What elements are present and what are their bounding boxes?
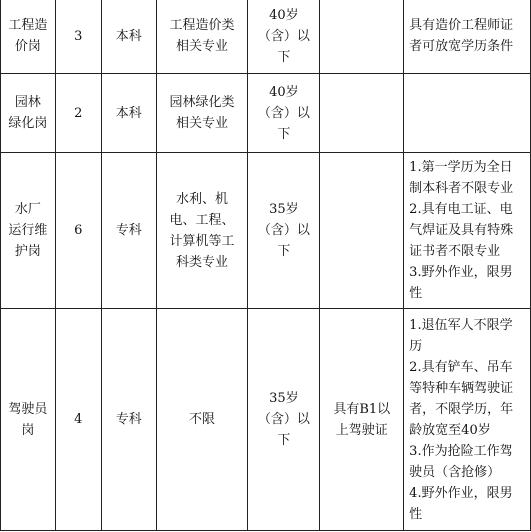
position-text: 护岗	[14, 244, 41, 259]
position-cell	[1, 0, 56, 74]
major-text: 科类专业	[176, 254, 229, 270]
age-text: 下	[277, 433, 291, 448]
table-row	[1, 0, 531, 74]
notes-text: 驶员（含抢修）	[409, 464, 501, 480]
education-cell	[101, 74, 156, 153]
notes-text: 等特种车辆驾驶证	[409, 380, 514, 396]
table-row	[1, 153, 531, 309]
major-text: 电、工程、	[169, 212, 235, 228]
table-row	[1, 309, 531, 531]
notes-text: 制本科者不限专业	[409, 181, 514, 196]
age-text: 下	[277, 49, 291, 65]
age-text: （含）以	[257, 412, 310, 427]
position-cell	[1, 309, 56, 531]
count-text: 6	[74, 223, 83, 238]
certificate-cell	[320, 153, 404, 309]
notes-cell	[404, 153, 531, 309]
position-text: 工程造	[8, 18, 48, 33]
certificate-cell	[320, 0, 404, 74]
count-cell	[55, 74, 101, 153]
education-cell	[101, 0, 156, 74]
notes-text: 4.野外作业，限男	[409, 485, 513, 501]
major-text: 工程造价类	[169, 18, 235, 33]
count-text: 3	[74, 28, 83, 44]
major-cell	[156, 309, 248, 531]
major-cell	[156, 0, 248, 74]
position-text: 岗	[21, 422, 35, 438]
count-cell	[55, 0, 101, 74]
education-text: 专科	[115, 412, 142, 427]
major-text: 水利、机	[176, 191, 229, 207]
age-cell	[248, 309, 320, 531]
education-text: 专科	[115, 223, 142, 238]
major-cell	[156, 153, 248, 309]
position-text: 运行维	[8, 223, 48, 238]
notes-cell	[404, 309, 531, 531]
notes-text: 证书者不限专业	[409, 244, 501, 259]
notes-text: 者可放宽学历条件	[409, 39, 514, 54]
notes-cell	[404, 74, 531, 153]
age-text: 35岁	[269, 391, 299, 406]
age-text: 40岁	[269, 84, 299, 100]
position-text: 园林	[14, 95, 41, 110]
position-text: 水厂	[14, 202, 41, 217]
notes-text: 龄放宽至40岁	[409, 422, 491, 438]
education-text: 本科	[115, 28, 142, 44]
position-text: 绿化岗	[8, 116, 48, 131]
notes-text: 1.第一学历为全日	[409, 160, 513, 175]
notes-text: 2.具有铲车、吊车	[409, 359, 513, 375]
count-text: 2	[74, 105, 83, 121]
notes-text: 3.作为抢险工作驾	[409, 443, 513, 459]
age-cell	[248, 153, 320, 309]
table-row	[1, 74, 531, 153]
education-text: 本科	[115, 105, 142, 121]
notes-text: 历	[409, 338, 423, 354]
education-cell	[101, 309, 156, 531]
age-text: 35岁	[269, 202, 299, 217]
certificate-text: 上驾驶证	[335, 422, 388, 438]
notes-text: 性	[409, 506, 423, 522]
position-text: 价岗	[14, 39, 41, 54]
notes-text: 气焊证及具有特殊	[409, 223, 514, 238]
certificate-cell	[320, 74, 404, 153]
notes-cell	[404, 0, 531, 74]
certificate-cell	[320, 309, 404, 531]
age-text: （含）以	[257, 105, 310, 121]
age-text: 下	[277, 126, 291, 142]
notes-text: 1.退伍军人不限学	[409, 317, 513, 333]
age-cell	[248, 74, 320, 153]
count-text: 4	[74, 412, 83, 427]
notes-text: 3.野外作业，限男	[409, 265, 513, 280]
position-text: 驾驶员	[8, 401, 48, 417]
major-text: 园林绿化类	[169, 95, 235, 110]
major-text: 不限	[189, 412, 216, 427]
major-text: 计算机等工	[169, 233, 235, 249]
age-text: 40岁	[269, 7, 299, 23]
major-text: 相关专业	[176, 39, 229, 54]
certificate-text: 具有B1以	[333, 401, 391, 417]
notes-text: 者，不限学历，年	[409, 401, 514, 417]
position-cell	[1, 74, 56, 153]
age-text: （含）以	[257, 223, 310, 238]
major-text: 相关专业	[176, 116, 229, 131]
notes-text: 具有造价工程师证	[409, 18, 514, 33]
position-cell	[1, 153, 56, 309]
count-cell	[55, 309, 101, 531]
age-cell	[248, 0, 320, 74]
notes-text: 2.具有电工证、电	[409, 202, 513, 217]
count-cell	[55, 153, 101, 309]
notes-text: 性	[409, 286, 423, 301]
age-text: （含）以	[257, 28, 310, 44]
age-text: 下	[277, 244, 291, 259]
education-cell	[101, 153, 156, 309]
major-cell	[156, 74, 248, 153]
